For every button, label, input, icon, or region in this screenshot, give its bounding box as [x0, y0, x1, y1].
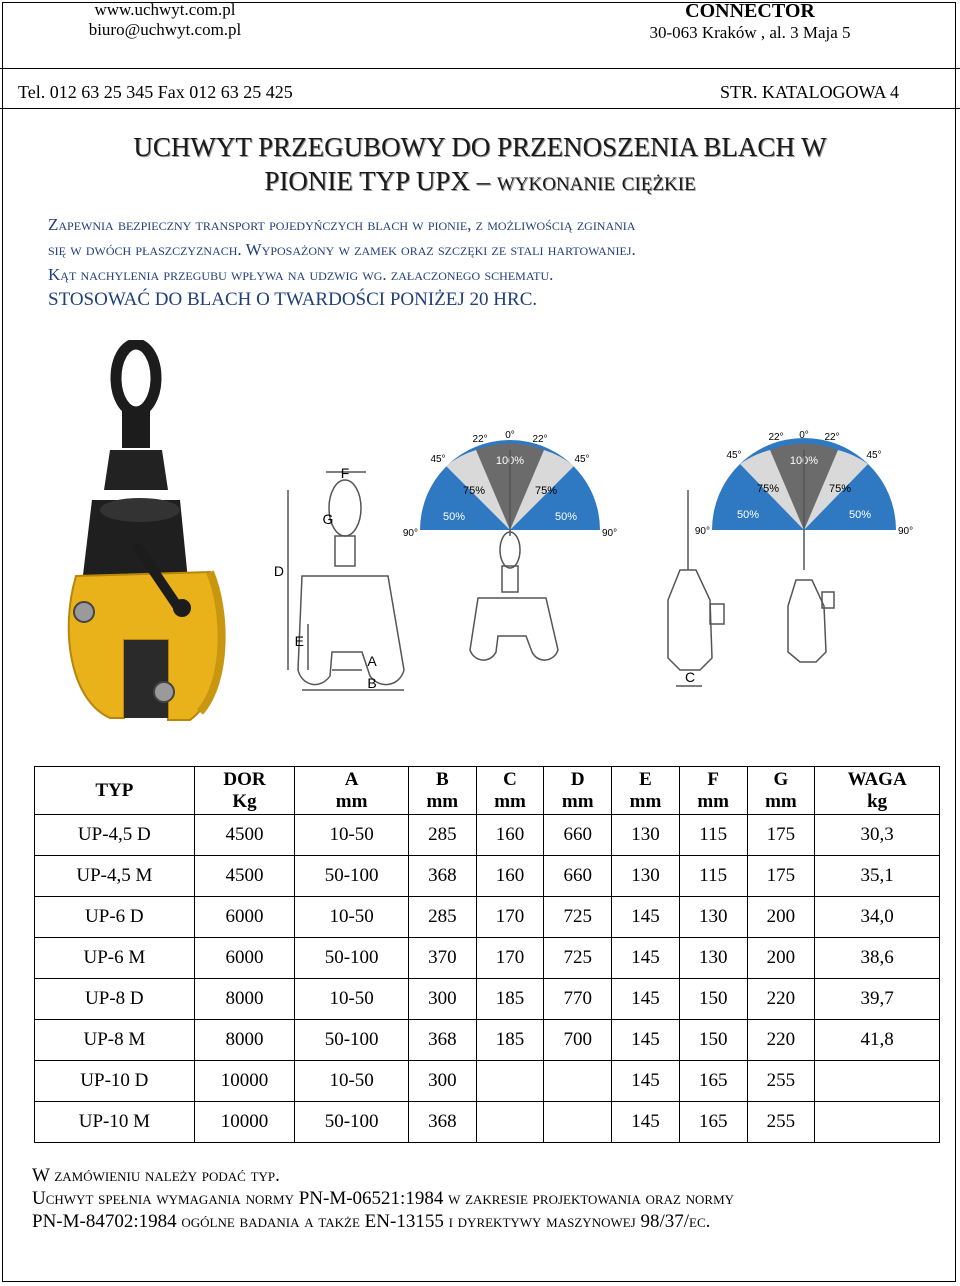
column-header-unit: mm	[765, 790, 797, 812]
table-cell: 660	[544, 856, 612, 897]
table-cell: 300	[408, 979, 476, 1020]
side-angle-22-label-left: 22°	[768, 432, 784, 443]
side-angle-45-label-left: 45°	[726, 450, 742, 461]
table-cell: 50-100	[295, 856, 409, 897]
table-cell	[476, 1102, 544, 1143]
angle-0-label: 0°	[505, 430, 515, 441]
standards-note-2: PN-M-84702:1984 ogólne badania a także EN-13155 i dyrektywy maszynowej 98/37/ec.	[32, 1211, 711, 1232]
table-cell: 170	[476, 897, 544, 938]
table-cell: 150	[679, 1020, 747, 1061]
angle-90-label-left: 90°	[402, 528, 418, 539]
order-note: W zamówieniu należy podać typ.	[32, 1165, 280, 1186]
product-illustration	[40, 340, 920, 740]
page-title	[0, 130, 960, 198]
table-row	[35, 815, 940, 856]
side-load-50-label-right: 50%	[848, 509, 872, 521]
table-cell: 145	[612, 1020, 680, 1061]
load-75-label-left: 75%	[462, 485, 486, 497]
table-cell: 370	[408, 938, 476, 979]
column-header-unit: mm	[494, 790, 526, 812]
table-cell: 150	[679, 979, 747, 1020]
side-load-75-label-left: 75%	[756, 483, 780, 495]
column-header	[747, 767, 815, 815]
column-header-label: F	[707, 768, 719, 790]
table-cell: 770	[544, 979, 612, 1020]
dim-label-D: D	[273, 563, 284, 579]
column-header-unit: mm	[697, 790, 730, 812]
table-row	[35, 1102, 940, 1143]
column-header-label: D	[570, 768, 585, 790]
company-name: CONNECTOR	[685, 0, 815, 22]
table-header-row	[35, 767, 940, 815]
table-cell: 285	[408, 897, 476, 938]
column-header-label: A	[344, 768, 359, 790]
column-header	[408, 767, 476, 815]
table-cell: 30,3	[815, 815, 940, 856]
specification-table	[34, 766, 940, 1143]
table-cell: 38,6	[815, 938, 940, 979]
column-header-label: C	[503, 768, 517, 790]
email-link[interactable]: biuro@uchwyt.com.pl	[88, 20, 242, 39]
table-cell: 185	[476, 1020, 544, 1061]
type-cell: UP-10 D	[35, 1061, 195, 1102]
column-header-label: TYP	[95, 779, 134, 801]
desc-line-4: STOSOWAĆ DO BLACH O TWARDOŚCI PONIŻEJ 20 HRC.	[48, 289, 538, 310]
table-cell: 725	[544, 938, 612, 979]
header-contact	[0, 0, 330, 40]
column-header-unit: Kg	[232, 790, 257, 812]
column-header	[612, 767, 680, 815]
table-cell: 200	[747, 938, 815, 979]
column-header-unit: kg	[867, 790, 888, 812]
table-cell: 145	[612, 938, 680, 979]
column-header-unit: mm	[426, 790, 459, 812]
table-cell: 145	[612, 897, 680, 938]
product-description	[48, 212, 928, 312]
table-cell: 39,7	[815, 979, 940, 1020]
table-cell: 50-100	[295, 1102, 409, 1143]
side-angle-0-label: 0°	[799, 430, 809, 441]
table-cell: 200	[747, 897, 815, 938]
table-cell: 220	[747, 1020, 815, 1061]
table-row	[35, 1061, 940, 1102]
type-cell: UP-8 D	[35, 979, 195, 1020]
type-cell: UP-4,5 D	[35, 815, 195, 856]
table-cell: 10000	[194, 1102, 295, 1143]
desc-line-3: Kąt nachylenia przegubu wpływa na udzwig wg. załaczonego schematu.	[48, 265, 554, 284]
title-line-1: UCHWYT PRZEGUBOWY DO PRZENOSZENIA BLACH W	[133, 132, 827, 162]
load-75-label-right: 75%	[534, 485, 558, 497]
table-cell	[815, 1102, 940, 1143]
table-cell: 35,1	[815, 856, 940, 897]
dim-label-F: F	[340, 465, 350, 481]
column-header-label: WAGA	[847, 768, 907, 790]
side-load-75-label-right: 75%	[828, 483, 852, 495]
desc-line-1: Zapewnia bezpieczny transport pojedyńczych blach w pionie, z możliwością zginania	[48, 215, 636, 234]
table-cell: 660	[544, 815, 612, 856]
column-header-label: B	[435, 768, 449, 790]
side-load-50-label-left: 50%	[736, 509, 760, 521]
column-header-unit: mm	[335, 790, 368, 812]
column-header	[544, 767, 612, 815]
table-row	[35, 856, 940, 897]
table-cell: 165	[679, 1061, 747, 1102]
header-company	[620, 0, 880, 44]
table-cell: 4500	[194, 856, 295, 897]
column-header	[194, 767, 295, 815]
table-cell: 170	[476, 938, 544, 979]
table-cell: 10-50	[295, 815, 409, 856]
table-cell: 6000	[194, 897, 295, 938]
load-50-label-right: 50%	[554, 511, 578, 523]
angle-90-label-right: 90°	[602, 528, 618, 539]
side-angle-90-label-left: 90°	[694, 526, 710, 537]
column-header-label: DOR	[223, 768, 266, 790]
column-header-unit: mm	[629, 790, 662, 812]
contact-bar	[18, 82, 918, 103]
table-cell: 700	[544, 1020, 612, 1061]
side-load-100-label: 100%	[789, 455, 819, 467]
table-cell: 165	[679, 1102, 747, 1143]
column-header	[295, 767, 409, 815]
dim-label-C: C	[684, 669, 696, 685]
table-cell: 10000	[194, 1061, 295, 1102]
column-header-unit: mm	[561, 790, 594, 812]
phone-fax: Tel. 012 63 25 345 Fax 012 63 25 425	[18, 82, 293, 102]
table-cell: 368	[408, 1020, 476, 1061]
table-cell: 160	[476, 815, 544, 856]
table-cell: 145	[612, 1061, 680, 1102]
header-divider-top	[0, 68, 960, 69]
table-cell: 725	[544, 897, 612, 938]
title-type: PIONIE TYP UPX	[264, 166, 470, 196]
bolt-icon	[154, 682, 174, 702]
dim-label-G: G	[322, 511, 334, 527]
column-header-label: E	[639, 768, 652, 790]
table-cell: 115	[679, 815, 747, 856]
table-cell: 34,0	[815, 897, 940, 938]
standards-note-1: Uchwyt spełnia wymagania normy PN-M-06521:1984 w zakresie projektowania oraz normy	[32, 1188, 735, 1209]
table-cell: 10-50	[295, 1061, 409, 1102]
table-cell: 8000	[194, 979, 295, 1020]
angle-45-label-left: 45°	[430, 454, 446, 465]
table-cell: 130	[679, 897, 747, 938]
type-cell: UP-6 M	[35, 938, 195, 979]
column-header	[815, 767, 940, 815]
table-cell: 368	[408, 1102, 476, 1143]
footer-notes	[32, 1164, 942, 1233]
table-cell: 6000	[194, 938, 295, 979]
title-line-2	[0, 164, 960, 198]
dim-label-E: E	[294, 633, 304, 649]
header-divider-bottom	[0, 108, 960, 109]
angle-45-label-right: 45°	[574, 454, 590, 465]
table-cell: 300	[408, 1061, 476, 1102]
table-cell: 285	[408, 815, 476, 856]
load-50-label-left: 50%	[442, 511, 466, 523]
column-header	[35, 767, 195, 815]
table-row	[35, 979, 940, 1020]
type-cell: UP-6 D	[35, 897, 195, 938]
table-cell: 145	[612, 1102, 680, 1143]
table-cell: 130	[679, 938, 747, 979]
angle-22-label-right: 22°	[532, 434, 548, 445]
company-address: 30-063 Kraków , al. 3 Maja 5	[649, 23, 851, 42]
table-cell: 160	[476, 856, 544, 897]
side-angle-90-label-right: 90°	[898, 526, 914, 537]
type-cell: UP-4,5 M	[35, 856, 195, 897]
table-cell: 50-100	[295, 1020, 409, 1061]
table-cell: 41,8	[815, 1020, 940, 1061]
dim-label-A: A	[367, 653, 377, 669]
table-cell: 4500	[194, 815, 295, 856]
bolt-icon	[74, 602, 94, 622]
table-cell: 175	[747, 815, 815, 856]
side-angle-22-label-right: 22°	[824, 432, 840, 443]
table-cell: 50-100	[295, 938, 409, 979]
table-cell	[544, 1102, 612, 1143]
type-cell: UP-8 M	[35, 1020, 195, 1061]
table-cell: 130	[612, 856, 680, 897]
table-cell	[544, 1061, 612, 1102]
table-cell: 220	[747, 979, 815, 1020]
table-row	[35, 897, 940, 938]
table-cell: 175	[747, 856, 815, 897]
table-cell	[476, 1061, 544, 1102]
angle-22-label-left: 22°	[472, 434, 488, 445]
website-link[interactable]: www.uchwyt.com.pl	[94, 0, 236, 19]
product-photo	[69, 344, 224, 720]
table-cell: 255	[747, 1061, 815, 1102]
side-angle-45-label-right: 45°	[866, 450, 882, 461]
type-cell: UP-10 M	[35, 1102, 195, 1143]
table-cell: 8000	[194, 1020, 295, 1061]
table-cell: 145	[612, 979, 680, 1020]
table-cell: 10-50	[295, 979, 409, 1020]
title-variant: – wykonanie ciężkie	[469, 166, 696, 196]
front-drawing-dimensioned	[288, 472, 404, 690]
column-header-label: G	[773, 768, 789, 790]
desc-line-2: się w dwóch płaszczyznach. Wyposażony w zamek oraz szczęki ze stali hartowaniej.	[48, 240, 636, 259]
table-cell: 255	[747, 1102, 815, 1143]
table-row	[35, 1020, 940, 1061]
table-cell: 10-50	[295, 897, 409, 938]
table-row	[35, 938, 940, 979]
table-cell: 115	[679, 856, 747, 897]
dim-label-B: B	[367, 675, 377, 691]
table-cell: 130	[612, 815, 680, 856]
table-cell: 185	[476, 979, 544, 1020]
table-cell	[815, 1061, 940, 1102]
column-header	[476, 767, 544, 815]
table-cell: 368	[408, 856, 476, 897]
load-100-label: 100%	[495, 455, 525, 467]
catalog-page-label: STR. KATALOGOWA 4	[720, 82, 900, 102]
column-header	[679, 767, 747, 815]
